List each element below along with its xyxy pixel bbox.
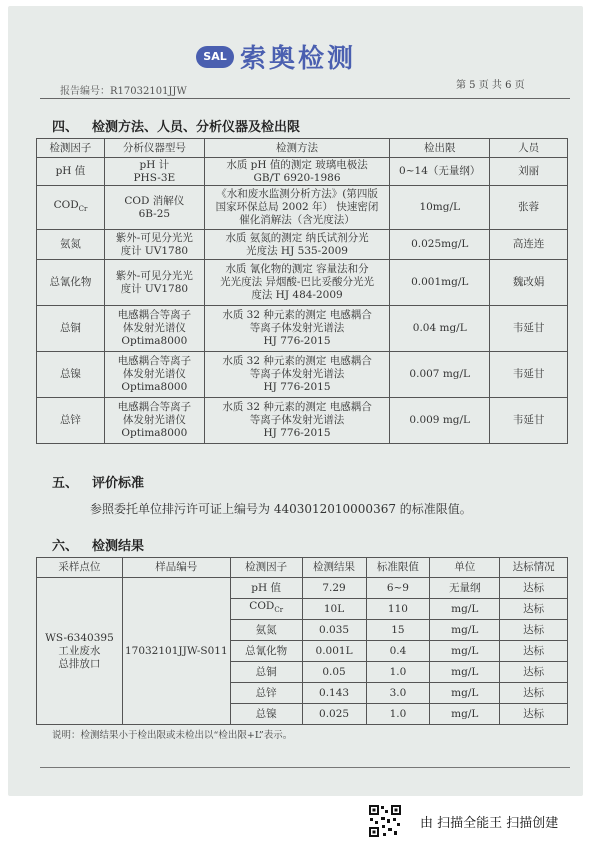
factor-cell: 总铜	[230, 662, 302, 683]
unit-cell: mg/L	[430, 641, 500, 662]
column-header: 检出限	[390, 139, 490, 158]
compliance-cell: 达标	[500, 704, 568, 725]
person-cell: 高连连	[490, 230, 568, 260]
method-cell: 水质 pH 值的测定 玻璃电极法 GB/T 6920-1986	[204, 158, 390, 186]
section-4-title: 检测方法、人员、分析仪器及检出限	[92, 120, 301, 135]
section-4-number: 四、	[52, 120, 79, 135]
factor-cell: 总镍	[37, 352, 105, 398]
column-header: 分析仪器型号	[104, 139, 204, 158]
detection-limit-cell: 0.001mg/L	[390, 260, 490, 306]
result-cell: 7.29	[302, 578, 366, 599]
instrument-cell: COD 消解仪 6B-25	[104, 186, 204, 230]
method-row	[37, 306, 568, 352]
method-cell: 《水和废水监测分析方法》(第四版 国家环保总局 2002 年） 快速密闭 催化消解法（含光度法）	[204, 186, 390, 230]
section-4-heading	[52, 116, 300, 135]
factor-cell: $COD_{Cr}$	[230, 599, 302, 620]
company-logo	[196, 38, 356, 75]
unit-cell: mg/L	[430, 599, 500, 620]
column-header: 检测因子	[230, 558, 302, 578]
method-cell: 水质 氰化物的测定 容量法和分 光光度法 异烟酸-巴比妥酸分光光 度法 HJ 484-2009	[204, 260, 390, 306]
result-cell: 0.05	[302, 662, 366, 683]
section-6-title: 检测结果	[92, 539, 145, 554]
instrument-cell: 紫外-可见分光光 度计 UV1780	[104, 260, 204, 306]
results-header-row	[37, 558, 568, 578]
section-6-number: 六、	[52, 539, 79, 554]
column-header: 标准限值	[366, 558, 430, 578]
result-cell: 0.001L	[302, 641, 366, 662]
section-5-title: 评价标准	[92, 476, 145, 491]
compliance-cell: 达标	[500, 662, 568, 683]
detection-limit-cell: 0.007 mg/L	[390, 352, 490, 398]
method-cell: 水质 氨氮的测定 纳氏试剂分光 光度法 HJ 535-2009	[204, 230, 390, 260]
header-divider	[40, 98, 570, 99]
instrument-cell: pH 计 PHS-3E	[104, 158, 204, 186]
method-cell: 水质 32 种元素的测定 电感耦合 等离子体发射光谱法 HJ 776-2015	[204, 398, 390, 444]
factor-cell: 总氰化物	[230, 641, 302, 662]
results-table	[36, 557, 568, 725]
section-6-heading	[52, 535, 144, 554]
column-header: 检测因子	[37, 139, 105, 158]
person-cell: 魏改娟	[490, 260, 568, 306]
standard-limit-cell: 1.0	[366, 704, 430, 725]
person-cell: 韦延甘	[490, 398, 568, 444]
method-row	[37, 260, 568, 306]
result-row	[37, 578, 568, 599]
logo-badge: SAL	[196, 46, 234, 68]
report-number: 报告编号：R17032101JJW	[60, 86, 187, 97]
unit-cell: mg/L	[430, 704, 500, 725]
factor-cell: 氨氮	[37, 230, 105, 260]
unit-cell: mg/L	[430, 683, 500, 704]
logo-name: 索奥检测	[240, 44, 357, 74]
method-row	[37, 230, 568, 260]
standard-limit-cell: 3.0	[366, 683, 430, 704]
result-cell: 10L	[302, 599, 366, 620]
standard-limit-cell: 110	[366, 599, 430, 620]
result-cell: 0.035	[302, 620, 366, 641]
factor-cell: pH 值	[230, 578, 302, 599]
compliance-cell: 达标	[500, 599, 568, 620]
person-cell: 刘丽	[490, 158, 568, 186]
methods-header-row	[37, 139, 568, 158]
page-indicator: 第 5 页 共 6 页	[456, 80, 525, 91]
section-5-heading	[52, 472, 144, 491]
factor-cell: 总锌	[37, 398, 105, 444]
factor-cell: 总氰化物	[37, 260, 105, 306]
section-5-number: 五、	[52, 476, 79, 491]
result-cell: 0.025	[302, 704, 366, 725]
instrument-cell: 电感耦合等离子 体发射光谱仪 Optima8000	[104, 352, 204, 398]
factor-cell: 氨氮	[230, 620, 302, 641]
factor-cell: $COD_{Cr}$	[37, 186, 105, 230]
method-row	[37, 352, 568, 398]
detection-limit-cell: 0.009 mg/L	[390, 398, 490, 444]
factor-cell: 总锌	[230, 683, 302, 704]
standard-limit-cell: 6~9	[366, 578, 430, 599]
scanner-watermark-text: 由 扫描全能王 扫描创建	[420, 816, 559, 831]
unit-cell: mg/L	[430, 662, 500, 683]
method-cell: 水质 32 种元素的测定 电感耦合 等离子体发射光谱法 HJ 776-2015	[204, 306, 390, 352]
column-header: 检测方法	[204, 139, 390, 158]
evaluation-standard-text: 参照委托单位排污许可证上编号为 4403012010000367 的标准限值。	[90, 502, 472, 516]
factor-cell: pH 值	[37, 158, 105, 186]
column-header: 采样点位	[37, 558, 123, 578]
column-header: 人员	[490, 139, 568, 158]
detection-limit-cell: 0.04 mg/L	[390, 306, 490, 352]
sample-number-cell: 17032101JJW-S011	[122, 578, 230, 725]
qr-code-icon	[368, 804, 402, 838]
instrument-cell: 电感耦合等离子 体发射光谱仪 Optima8000	[104, 306, 204, 352]
unit-cell: mg/L	[430, 620, 500, 641]
standard-limit-cell: 1.0	[366, 662, 430, 683]
footer-divider	[40, 767, 570, 768]
sampling-site-cell: WS-6340395 工业废水 总排放口	[37, 578, 123, 725]
methods-table	[36, 138, 568, 444]
unit-cell: 无量纲	[430, 578, 500, 599]
compliance-cell: 达标	[500, 641, 568, 662]
column-header: 达标情况	[500, 558, 568, 578]
method-row	[37, 158, 568, 186]
method-row	[37, 186, 568, 230]
column-header: 单位	[430, 558, 500, 578]
column-header: 样品编号	[122, 558, 230, 578]
person-cell: 韦延甘	[490, 306, 568, 352]
detection-limit-cell: 10mg/L	[390, 186, 490, 230]
detection-limit-cell: 0~14（无量纲）	[390, 158, 490, 186]
compliance-cell: 达标	[500, 578, 568, 599]
results-note: 说明：检测结果小于检出限或未检出以“检出限+L”表示。	[52, 730, 293, 741]
column-header: 检测结果	[302, 558, 366, 578]
detection-limit-cell: 0.025mg/L	[390, 230, 490, 260]
person-cell: 韦延甘	[490, 352, 568, 398]
instrument-cell: 紫外-可见分光光 度计 UV1780	[104, 230, 204, 260]
method-cell: 水质 32 种元素的测定 电感耦合 等离子体发射光谱法 HJ 776-2015	[204, 352, 390, 398]
compliance-cell: 达标	[500, 620, 568, 641]
instrument-cell: 电感耦合等离子 体发射光谱仪 Optima8000	[104, 398, 204, 444]
compliance-cell: 达标	[500, 683, 568, 704]
method-row	[37, 398, 568, 444]
standard-limit-cell: 15	[366, 620, 430, 641]
person-cell: 张蓉	[490, 186, 568, 230]
factor-cell: 总镍	[230, 704, 302, 725]
result-cell: 0.143	[302, 683, 366, 704]
standard-limit-cell: 0.4	[366, 641, 430, 662]
factor-cell: 总铜	[37, 306, 105, 352]
